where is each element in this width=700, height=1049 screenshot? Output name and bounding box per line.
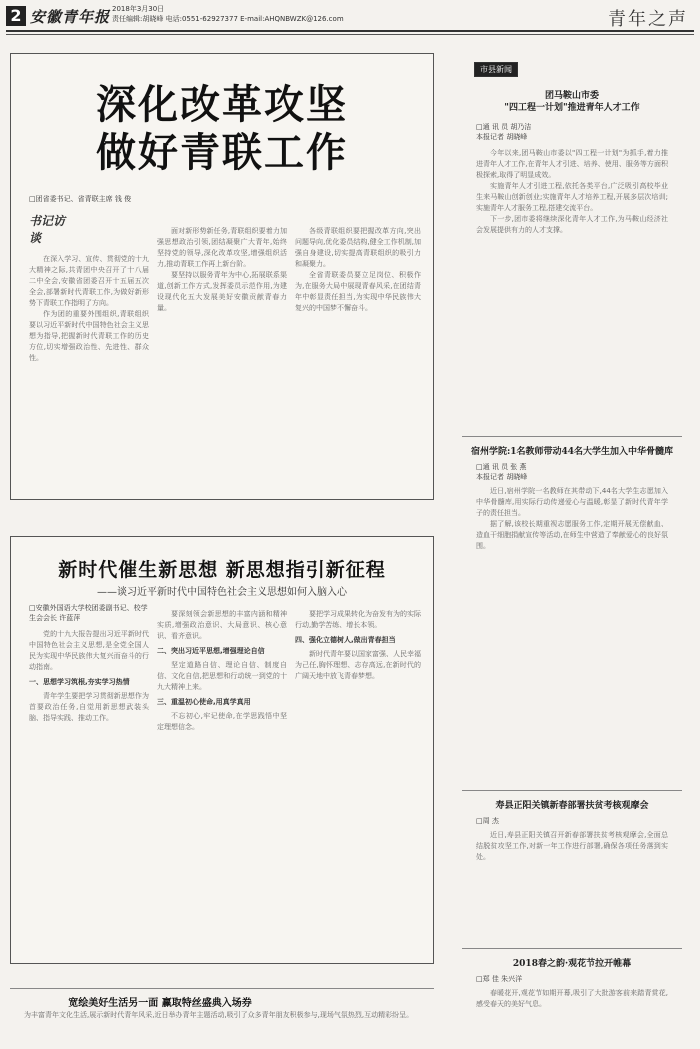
article-1-headline-2: 做好青联工作 (96, 130, 348, 176)
sidebar (452, 36, 692, 1046)
side-4-title: 2018春之韵·观花节拉开帷幕 (512, 959, 632, 969)
sidebar-tag-label: 市县新闻 (480, 65, 512, 74)
side-1-byline (476, 122, 531, 142)
bottom-rule (10, 988, 434, 989)
interview-stamp (29, 212, 75, 250)
article-1-col-1: 在深入学习、宣传、贯彻党的十九大精神之际,共青团中央召开了十八届二中全会,安徽省团委召开十五届五次全会,部署新时代青联工作,为做好新形势下青联工作指明了方向。 作为团的重要外围组织,青联组织要以习近平新时代中国特色社会主义思想为指导,把握新时代青联工作的历史方位,切实增强政治性、先进性、群众性。 (29, 255, 149, 362)
side-2-byline-1: □通 讯 员 张 燕 (476, 463, 527, 471)
side-rule-1 (462, 436, 682, 437)
side-2-body: 近日,宿州学院一名教师在其带动下,44名大学生志愿加入中华骨髓库,用实际行动传递爱心与温暖,彰显了新时代青年学子的责任担当。 据了解,该校长期重视志愿服务工作,定期开展无偿献血、造血干细胞捐献宣传等活动,在师生中营造了奉献爱心的良好氛围。 (476, 487, 668, 550)
article-1-col-3: 各级青联组织要把握改革方向,突出问题导向,优化委员结构,健全工作机制,加强自身建设,切实提高青联组织的吸引力和凝聚力。 全省青联委员要立足岗位、积极作为,在服务大局中展现青春风采,在团结青年中彰显责任担当,为实现中华民族伟大复兴的中国梦不懈奋斗。 (295, 227, 421, 312)
side-4-body: 春暖花开,观花节如期开幕,吸引了大批游客前来踏青赏花,感受春天的美好气息。 (476, 989, 668, 1008)
side-1-reporter: 本报记者 胡晓峰 (476, 133, 528, 141)
article-2-col-1: 党的十九大报告提出习近平新时代中国特色社会主义思想,是全党全国人民为实现中华民族伟大复兴而奋斗的行动指南。 一、思想学习筑根,夯实学习热情 青年学生要把学习贯彻新思想作为首要政治任务,自觉用新思想武装头脑、指导实践、推动工作。 (29, 630, 149, 722)
bottom-text: 为丰富青年文化生活,展示新时代青年风采,近日举办青年主题活动,吸引了众多青年朋友积极参与,现场气氛热烈,互动精彩纷呈。 (24, 1011, 414, 1019)
article-1-box (10, 53, 434, 500)
side-2-byline (476, 462, 527, 482)
article-2-col-2: 要深刻领会新思想的丰富内涵和精神实质,增强政治意识、大局意识、核心意识、看齐意识。 二、突出习近平思想,增强理论自信 坚定道路自信、理论自信、制度自信、文化自信,把思想和行动统一到党的十九大精神上来。 三、重温初心使命,用真学真用 不忘初心,牢记使命,在学思践悟中坚定理想信念。 (157, 610, 287, 731)
header-contact: 责任编辑:胡晓峰 电话:0551-62927377 E-mail:AHQNBWZK@126.com (112, 15, 344, 23)
section-title: 青年之声 (608, 9, 688, 30)
article-2-byline: □安徽外国语大学校团委副书记、校学生会会长 许蓝萍 (29, 604, 148, 622)
article-2-sec-4: 四、强化立德树人,做出青春担当 (295, 636, 396, 644)
interview-stamp-text: 书记访谈 (29, 214, 66, 245)
page-number: 2 (6, 6, 26, 26)
article-2-headline: 新时代催生新思想 新思想指引新征程 (58, 559, 386, 581)
masthead: 安徽青年报 (30, 8, 111, 26)
side-4-byline: □郑 佳 朱兴洋 (476, 975, 523, 983)
side-rule-2 (462, 790, 682, 791)
article-2-sec-2: 二、突出习近平思想,增强理论自信 (157, 647, 265, 655)
side-1-title-2: "四工程一计划"推进青年人才工作 (504, 103, 640, 113)
header-rule-thin (6, 34, 694, 35)
side-1-title-1: 团马鞍山市委 (544, 91, 599, 101)
header-info (112, 4, 412, 24)
side-1-body: 今年以来,团马鞍山市委以"四工程一计划"为抓手,着力推进青年人才工作,在青年人才引进、培养、使用、服务等方面积极探索,取得了明显成效。 实施青年人才引进工程,依托各类平台,广泛吸引高校毕业生来马鞍山创新创业;实施青年人才培养工程,开展多层次培训;实施青年人才服务工程,搭建交流平台。 下一步,团市委将继续深化青年人才工作,为马鞍山经济社会发展提供有力的人才支撑。 (476, 149, 668, 234)
side-1-byline-1: □通 讯 员 胡乃洁 (476, 123, 532, 131)
article-1-headline-1: 深化改革攻坚 (96, 82, 348, 128)
side-2-reporter: 本报记者 胡晓峰 (476, 473, 528, 481)
article-2-box (10, 536, 434, 964)
article-1-byline: □团省委书记、省青联主席 钱 俊 (29, 195, 132, 203)
article-2-sec-3: 三、重温初心使命,用真学真用 (157, 698, 251, 706)
header-rule (6, 30, 694, 32)
side-3-byline: □周 杰 (476, 817, 499, 825)
sidebar-tag (474, 62, 518, 77)
side-3-title: 寿县正阳关镇新春部署扶贫考核观摩会 (495, 801, 649, 811)
bottom-headline: 宽绘美好生活另一面 赢取特丝盛典入场券 (68, 998, 252, 1009)
article-2-subhead: ——谈习近平新时代中国特色社会主义思想如何入脑入心 (97, 587, 347, 598)
side-2-title: 宿州学院:1名教师带动44名大学生加入中华骨髓库 (470, 447, 674, 457)
article-1-col-2: 面对新形势新任务,青联组织要着力加强思想政治引领,团结凝聚广大青年,始终坚持党的领导,深化改革攻坚,增强组织活力,推动青联工作再上新台阶。 要坚持以服务青年为中心,拓展联系渠道,创新工作方式,发挥委员示范作用,为建设现代化五大发展美好安徽贡献青春力量。 (157, 227, 287, 312)
header-date: 2018年3月30日 (112, 5, 165, 13)
article-2-col-3: 要把学习成果转化为奋发有为的实际行动,勤学苦练、增长本领。 四、强化立德树人,做出青春担当 新时代青年要以国家富强、人民幸福为己任,胸怀理想、志存高远,在新时代的广阔天地中放飞青春梦想。 (295, 610, 421, 680)
article-2-sec-1: 一、思想学习筑根,夯实学习热情 (29, 678, 130, 686)
side-3-body: 近日,寿县正阳关镇召开新春部署扶贫考核观摩会,全面总结脱贫攻坚工作,对新一年工作进行部署,确保各项任务落到实处。 (476, 831, 668, 861)
side-rule-3 (462, 948, 682, 949)
